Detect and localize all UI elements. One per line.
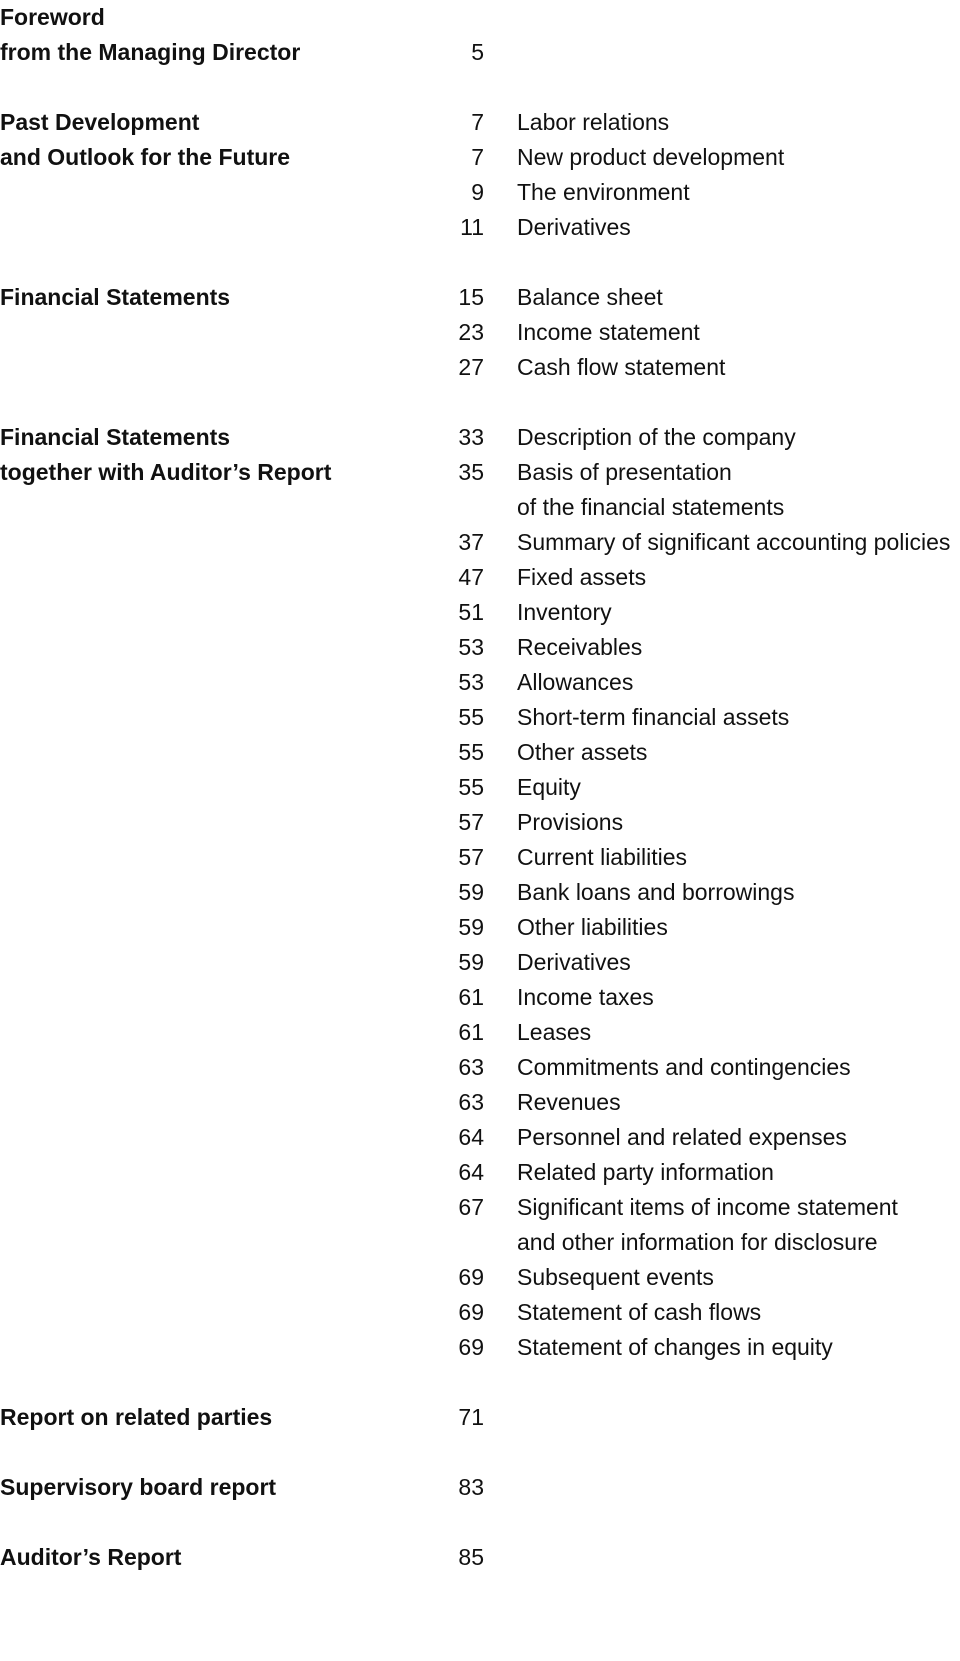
toc-row [0,629,960,666]
section-title: Financial Statements [0,284,231,310]
toc-row [0,524,960,561]
section-title: Supervisory board report [0,1474,277,1500]
entry-page-number[interactable]: 33 [458,424,484,450]
toc-entry-label[interactable]: Equity [517,774,581,800]
entry-page-number[interactable]: 64 [458,1159,484,1185]
toc-entry-label[interactable]: Leases [517,1019,592,1045]
entry-page-number[interactable]: 57 [458,844,484,870]
entry-page-number[interactable]: 7 [471,109,484,135]
section-title: from the Managing Director [0,39,301,65]
section-title: together with Auditor’s Report [0,459,332,485]
entry-page-number[interactable]: 59 [458,949,484,975]
toc-entry-label[interactable]: Derivatives [517,949,631,975]
entry-page-number[interactable]: 69 [458,1334,484,1360]
toc-row [0,489,960,526]
toc-row [0,734,960,771]
toc-row [0,979,960,1016]
toc-entry-label[interactable]: Commitments and contingencies [517,1054,851,1080]
toc-row [0,139,960,176]
toc-entry-label[interactable]: New product development [517,144,785,170]
toc-entry-label[interactable]: Income taxes [517,984,654,1010]
section-title: Auditor’s Report [0,1544,182,1570]
entry-page-number[interactable]: 35 [458,459,484,485]
toc-row [0,1049,960,1086]
toc-row [0,1084,960,1121]
entry-page-number[interactable]: 53 [458,669,484,695]
toc-row [0,1294,960,1331]
entry-page-number[interactable]: 67 [458,1194,484,1220]
toc-row [0,839,960,876]
toc-row [0,1154,960,1191]
section-page-number[interactable]: 5 [471,39,484,65]
toc-entry-label[interactable]: Description of the company [517,424,796,450]
section-title: and Outlook for the Future [0,144,291,170]
entry-page-number[interactable]: 7 [471,144,484,170]
toc-entry-label[interactable]: of the financial statements [517,494,785,520]
toc-entry-label[interactable]: Revenues [517,1089,621,1115]
toc-row [0,1539,960,1576]
entry-page-number[interactable]: 55 [458,774,484,800]
entry-page-number[interactable]: 53 [458,634,484,660]
entry-page-number[interactable]: 57 [458,809,484,835]
toc-row [0,1119,960,1156]
toc-entry-label[interactable]: Basis of presentation [517,459,732,485]
toc-row [0,174,960,211]
toc-entry-label[interactable]: Receivables [517,634,643,660]
toc-row [0,1189,960,1226]
toc-entry-label[interactable]: Provisions [517,809,624,835]
section-title: Report on related parties [0,1404,273,1430]
section-page-number[interactable]: 71 [458,1404,484,1430]
section-title: Foreword [0,4,105,30]
toc-row [0,349,960,386]
toc-entry-label[interactable]: Balance sheet [517,284,663,310]
section-title: Financial Statements [0,424,231,450]
toc-row [0,314,960,351]
toc-row [0,454,960,491]
section-title: Past Development [0,109,200,135]
entry-page-number[interactable]: 69 [458,1299,484,1325]
toc-row [0,1469,960,1506]
toc-row [0,104,960,141]
toc-row [0,664,960,701]
toc-row [0,944,960,981]
toc-row [0,804,960,841]
section-page-number[interactable]: 83 [458,1474,484,1500]
entry-page-number[interactable]: 64 [458,1124,484,1150]
entry-page-number[interactable]: 11 [460,214,484,240]
entry-page-number[interactable]: 69 [458,1264,484,1290]
entry-page-number[interactable]: 37 [458,529,484,555]
toc-row [0,769,960,806]
toc-row [0,419,960,456]
toc-row [0,0,960,36]
toc-entry-label[interactable]: Labor relations [517,109,670,135]
toc-entry-label[interactable]: and other information for disclosure [517,1229,878,1255]
toc-row [0,1329,960,1366]
toc-row [0,1399,960,1436]
entry-page-number[interactable]: 9 [471,179,484,205]
toc-row [0,209,960,246]
toc-row [0,559,960,596]
toc-entry-label[interactable]: Fixed assets [517,564,647,590]
toc-row [0,1259,960,1296]
toc-entry-label[interactable]: The environment [517,179,690,205]
toc-entry-label[interactable]: Derivatives [517,214,631,240]
entry-page-number[interactable]: 61 [458,984,484,1010]
toc-row [0,1014,960,1051]
toc-row [0,34,960,71]
toc-entry-label[interactable]: Summary of significant accounting policies [517,529,951,555]
toc-entry-label[interactable]: Other assets [517,739,648,765]
entry-page-number[interactable]: 27 [458,354,484,380]
entry-page-number[interactable]: 23 [458,319,484,345]
entry-page-number[interactable]: 47 [458,564,484,590]
toc-entry-label[interactable]: Significant items of income statement [517,1194,898,1220]
entry-page-number[interactable]: 51 [458,599,484,625]
toc-row [0,279,960,316]
toc-entry-label[interactable]: Personnel and related expenses [517,1124,847,1150]
toc-row [0,594,960,631]
entry-page-number[interactable]: 55 [458,704,484,730]
toc-entry-label[interactable]: Subsequent events [517,1264,714,1290]
toc-entry-label[interactable]: Bank loans and borrowings [517,879,795,905]
toc-entry-label[interactable]: Statement of cash flows [517,1299,762,1325]
entry-page-number[interactable]: 63 [458,1089,484,1115]
entry-page-number[interactable]: 59 [458,914,484,940]
entry-page-number[interactable]: 15 [458,284,484,310]
toc-row [0,909,960,946]
toc-entry-label[interactable]: Inventory [517,599,612,625]
toc-entry-label[interactable]: Income statement [517,319,700,345]
toc-entry-label[interactable]: Other liabilities [517,914,668,940]
entry-page-number[interactable]: 59 [458,879,484,905]
toc-entry-label[interactable]: Cash flow statement [517,354,726,380]
entry-page-number[interactable]: 61 [458,1019,484,1045]
toc-entry-label[interactable]: Allowances [517,669,634,695]
entry-page-number[interactable]: 63 [458,1054,484,1080]
toc-entry-label[interactable]: Current liabilities [517,844,688,870]
toc-row [0,1224,960,1261]
entry-page-number[interactable]: 55 [458,739,484,765]
toc-entry-label[interactable]: Related party information [517,1159,774,1185]
toc-entry-label[interactable]: Statement of changes in equity [517,1334,833,1360]
toc-row [0,874,960,911]
toc-row [0,699,960,736]
toc-entry-label[interactable]: Short-term financial assets [517,704,790,730]
section-page-number[interactable]: 85 [458,1544,484,1570]
